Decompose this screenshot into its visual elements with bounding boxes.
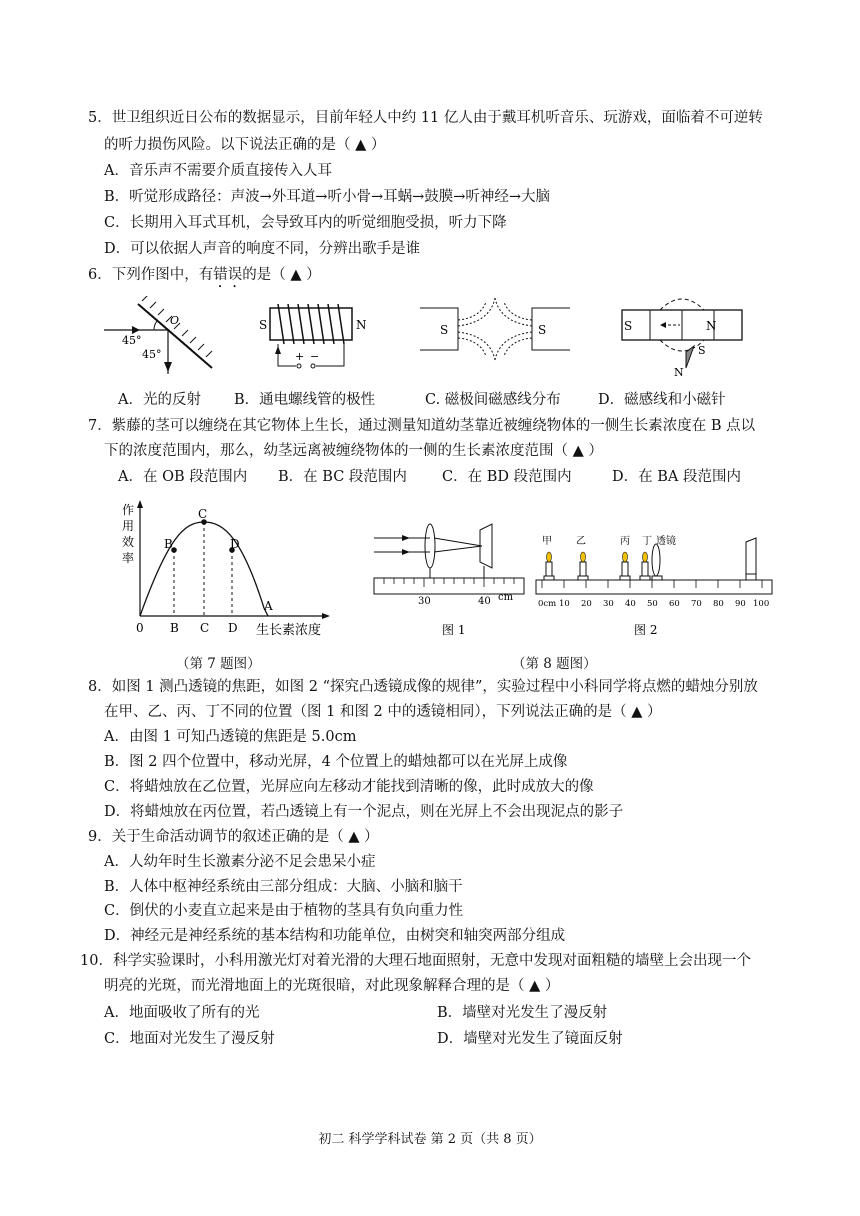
fig8-lens-setup [372,522,784,644]
fig7-growth-curve [118,498,348,646]
fig8-caption: （第 8 题图） [512,656,597,672]
q10-stem-line2: 明亮的光斑，而光滑地面上的光斑很暗，对此现象解释合理的是（ ▲ ） [104,978,560,994]
q6-fig-a-point-o: O [170,314,180,327]
q6-option-a: A．光的反射 [118,392,201,408]
q6-fig-a-angle1: 45° [122,334,142,347]
q8-option-b: B．图 2 四个位置中，移动光屏，4 个位置上的蜡烛都可以在光屏上成像 [104,754,568,770]
q6-fig-d-needle-n: N [674,366,684,378]
fig7-xlabel: 生长素浓度 [256,623,322,638]
fig7-ylabel-4: 率 [122,551,135,565]
q6-fig-d-n: N [706,319,717,333]
fig7-ylabel-3: 效 [122,535,135,549]
q5-option-b: B．听觉形成路径：声波→外耳道→听小骨→耳蜗→鼓膜→听神经→大脑 [104,189,551,205]
fig7-point-a: A [264,599,273,613]
q6-fig-b-plus: + [295,350,305,363]
q6-fig-c-s2: S [538,323,547,337]
q5-option-d: D．可以依据人声音的响度不同，分辨出歌手是谁 [104,241,421,257]
fig8-fig2-tick-10: 10 [559,599,570,609]
fig8-fig1-caption: 图 1 [442,623,466,637]
fig7-caption: （第 7 题图） [176,656,261,672]
fig8-fig2-tick-0: 0cm [538,599,557,609]
q6-fig-b-minus: − [310,350,320,363]
q6-figures [100,296,800,378]
q8-option-d: D．将蜡烛放在丙位置，若凸透镜上有一个泥点，则在光屏上不会出现泥点的影子 [104,804,624,820]
q6-option-d: D．磁感线和小磁针 [598,392,726,408]
q6-stem [88,264,321,291]
fig8-fig1-unit: cm [498,592,514,603]
page-footer: 初二 科学学科试卷 第 2 页（共 8 页） [318,1132,542,1147]
fig8-figure2 [536,534,772,637]
q9-option-b: B．人体中枢神经系统由三部分组成：大脑、小脑和脑干 [104,879,463,895]
q10-option-c: C．地面对光发生了漫反射 [104,1031,275,1047]
fig8-fig2-tick-80: 80 [713,599,724,609]
fig8-label-yi: 乙 [576,536,586,547]
q7-option-a: A．在 OB 段范围内 [118,469,248,485]
q10-option-a: A．地面吸收了所有的光 [104,1005,260,1021]
q6-fig-b-s: S [259,318,268,332]
fig8-fig2-tick-50: 50 [647,599,658,609]
q10-option-d: D．墙壁对光发生了镜面反射 [437,1031,623,1047]
fig8-fig2-tick-20: 20 [581,599,592,609]
fig7-ylabel-1: 作 [122,503,135,517]
q6-fig-a-reflection [104,296,212,374]
q6-fig-b-n: N [356,318,367,332]
q7-option-b: B．在 BC 段范围内 [278,469,407,485]
q6-fig-a-angle2: 45° [142,348,162,361]
q8-option-a: A．由图 1 可知凸透镜的焦距是 5.0cm [104,729,357,745]
q6-fig-c-field-lines [420,298,570,360]
fig8-fig2-tick-40: 40 [625,599,636,609]
fig8-fig2-tick-60: 60 [669,599,680,609]
q7-option-c: C．在 BD 段范围内 [442,469,572,485]
q6-stem-pre: 6．下列作图中，有 [88,267,214,283]
fig8-figure1 [374,524,524,637]
q5-stem-line1: 5．世卫组织近日公布的数据显示，目前年轻人中约 11 亿人由于戴耳机听音乐、玩游戏，面临着不可逆转 [88,110,763,126]
fig7-point-c: C [198,507,208,521]
q5-option-c: C．长期用入耳式耳机，会导致耳内的听觉细胞受损，听力下降 [104,215,507,231]
q6-stem-emphasis: 错误 [213,267,243,283]
q6-fig-d-s: S [624,319,633,333]
fig7-point-d: D [230,537,240,551]
fig8-fig2-tick-100: 100 [753,599,770,609]
fig8-fig2-tick-30: 30 [603,599,614,609]
q9-option-a: A．人幼年时生长激素分泌不足会患呆小症 [104,854,376,870]
fig8-fig2-caption: 图 2 [634,623,658,637]
fig7-point-b: B [164,537,173,551]
q6-fig-d-magnet [622,299,742,378]
q7-option-d: D．在 BA 段范围内 [612,469,741,485]
q9-option-c: C．倒伏的小麦直立起来是由于植物的茎具有负向重力性 [104,903,464,919]
fig8-label-ding: 丁 [642,536,652,547]
fig8-label-bing: 丙 [620,536,630,547]
fig7-ylabel-2: 用 [122,519,135,533]
q6-option-b: B．通电螺线管的极性 [234,392,376,408]
q6-stem-post: 的是（ ▲ ） [242,267,321,283]
q5-option-a: A．音乐声不需要介质直接传入人耳 [104,163,332,179]
fig7-xtick-b: B [170,621,179,635]
q9-stem: 9．关于生命活动调节的叙述正确的是（ ▲ ） [88,829,379,845]
q6-fig-d-needle-s: S [698,344,706,357]
q8-stem-line2: 在甲、乙、丙、丁不同的位置（图 1 和图 2 中的透镜相同），下列说法正确的是（ ▲ ） [104,704,662,720]
fig8-label-jia: 甲 [542,536,552,547]
fig8-fig2-tick-90: 90 [735,599,746,609]
q7-stem-line2: 下的浓度范围内，那么，幼茎远离被缠绕物体的一侧的生长素浓度范围（ ▲ ） [104,443,603,459]
q6-fig-c-s1: S [440,323,449,337]
q6-option-c: C. 磁极间磁感线分布 [425,392,561,408]
q5-stem-line2: 的听力损伤风险。以下说法正确的是（ ▲ ） [104,137,386,153]
q10-option-b: B．墙壁对光发生了漫反射 [437,1005,608,1021]
q8-stem-line1: 8．如图 1 测凸透镜的焦距，如图 2 “探究凸透镜成像的规律”，实验过程中小科同学将点燃的蜡烛分别放 [88,679,758,695]
q6-fig-b-solenoid [259,304,367,368]
q8-option-c: C．将蜡烛放在乙位置，光屏应向左移动才能找到清晰的像，此时成放大的像 [104,779,594,795]
q9-option-d: D．神经元是神经系统的基本结构和功能单位，由树突和轴突两部分组成 [104,928,566,944]
fig7-xtick-d: D [228,621,238,635]
fig8-label-lens: 透镜 [656,536,676,547]
fig8-fig1-tick-40: 40 [478,596,491,607]
fig7-xtick-c: C [200,621,210,635]
q10-stem-line1: 10．科学实验课时，小科用激光灯对着光滑的大理石地面照射，无意中发现对面粗糙的墙壁上会出现一个 [80,953,751,969]
fig8-fig1-tick-30: 30 [418,596,431,607]
fig7-xtick-0: 0 [136,621,144,635]
fig8-fig2-tick-70: 70 [691,599,702,609]
q7-stem-line1: 7．紫藤的茎可以缠绕在其它物体上生长，通过测量知道幼茎靠近被缠绕物体的一侧生长素浓度在 B 点以 [88,418,756,434]
